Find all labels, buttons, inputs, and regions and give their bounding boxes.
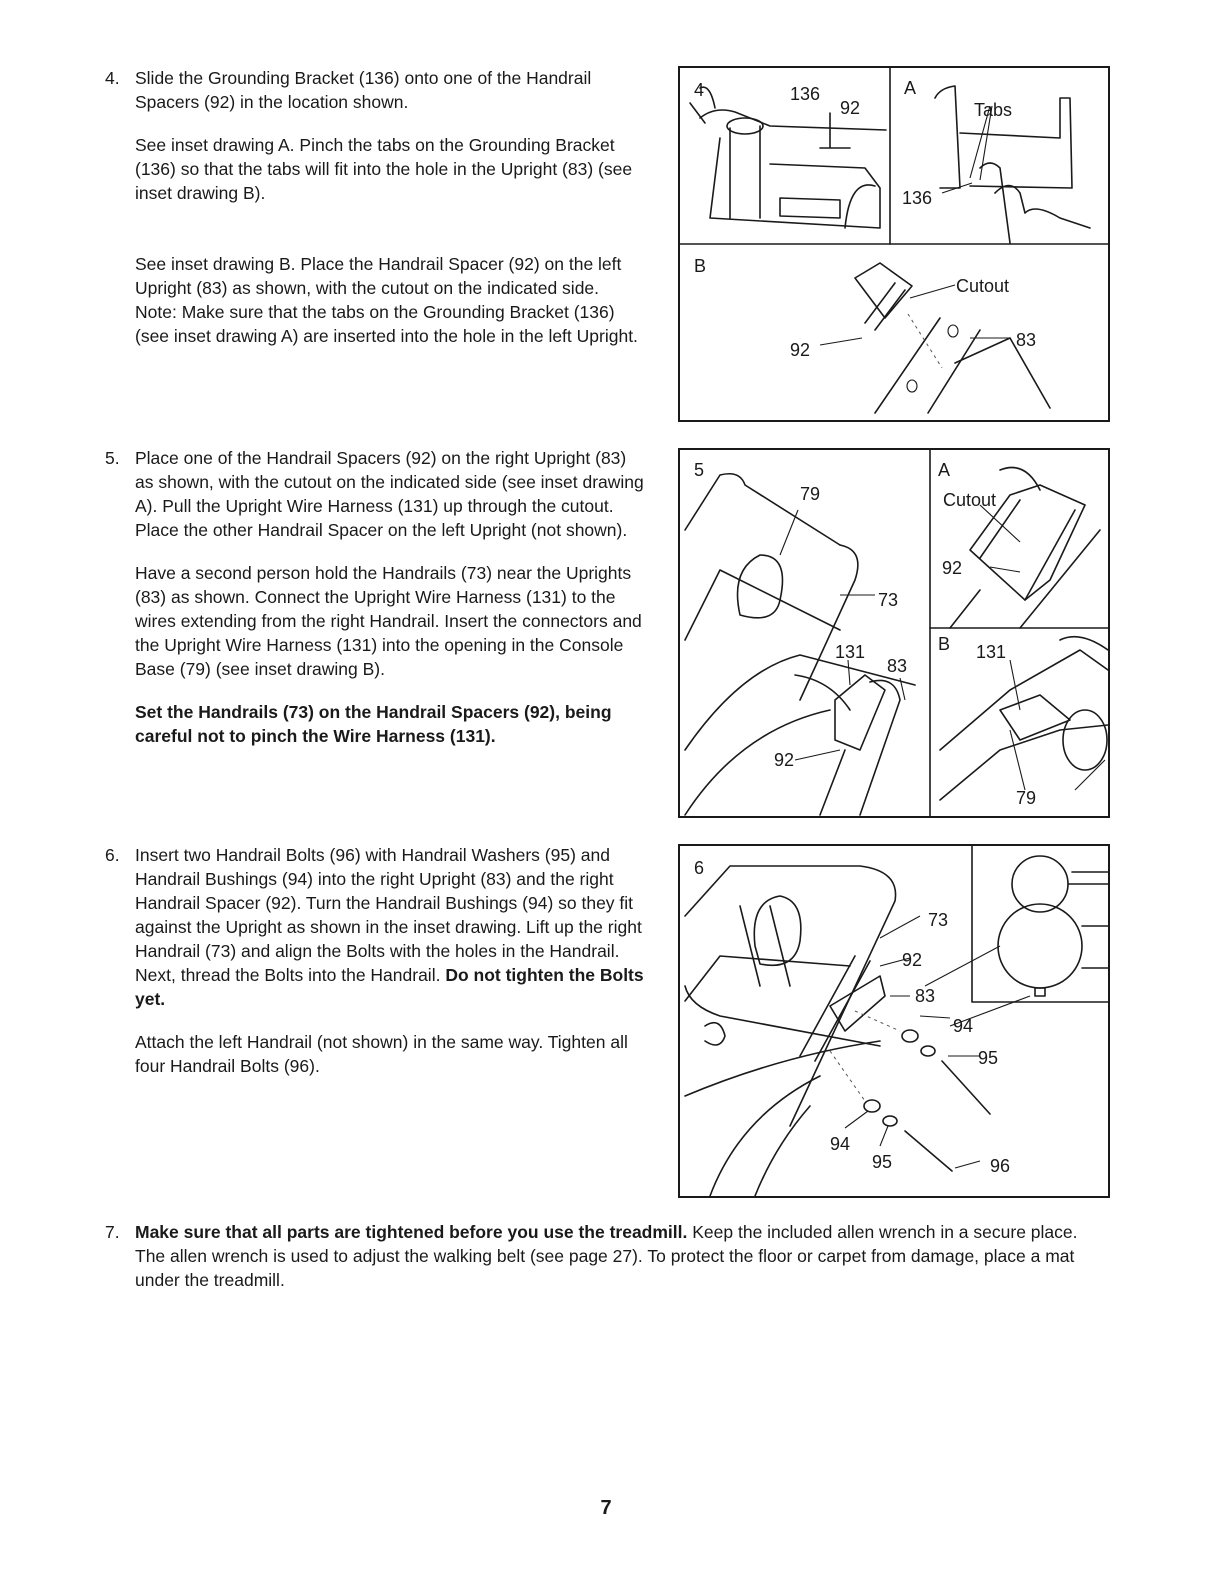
figure-label: 79 xyxy=(1016,788,1037,808)
step-text: Insert two Handrail Bolts (96) with Handrail Washers (95) and Handrail Bushings (94) into the right Upright (83) and the right Handrail Spacer (92). Turn the Handrail Bushings (94) so they fit against the Upright as shown in the inset drawing. Lift up the right Handrail (73) and align the Bolts with the holes in the Handrail. Next, thread the Bolts into the Handrail. xyxy=(135,845,642,985)
figure-label: 95 xyxy=(978,1048,999,1068)
figure-step-6 xyxy=(678,844,1110,1198)
step-6 xyxy=(105,843,645,1097)
figure-label: 73 xyxy=(928,910,949,930)
figure-label: Cutout xyxy=(956,276,1010,296)
figure-label: 131 xyxy=(976,642,1007,662)
figure-step-5 xyxy=(678,448,1110,818)
figure-label: 83 xyxy=(915,986,936,1006)
figure-label: 79 xyxy=(800,484,821,504)
figure-label: 94 xyxy=(830,1134,851,1154)
figure-label: 83 xyxy=(1016,330,1037,350)
figure-label: 4 xyxy=(694,80,705,100)
step-warning: Set the Handrails (73) on the Handrail Spacers (92), being careful not to pinch the Wire Harness (131). xyxy=(135,702,612,746)
figure-label: 92 xyxy=(942,558,963,578)
figure-label: 5 xyxy=(694,460,705,480)
figure-label: 92 xyxy=(902,950,923,970)
figure-label: 96 xyxy=(990,1156,1011,1176)
step-5 xyxy=(105,446,645,767)
step-text-bold: Do not tighten the Bolts yet. xyxy=(135,965,644,1009)
step-number: 5. xyxy=(105,448,120,468)
step-paragraph: Place one of the Handrail Spacers (92) on the right Upright (83) as shown, with the cutout on the indicated side (see inset drawing A). Pull the Upright Wire Harness (131) up through the cutout. Place the other Handrail Spacer on the left Upright (not shown). xyxy=(135,448,644,540)
step-text-bold: Make sure that all parts are tightened before you use the treadmill. xyxy=(135,1222,688,1242)
figure-label: 131 xyxy=(835,642,866,662)
figure-label: Tabs xyxy=(974,100,1013,120)
step-text: Keep the included allen wrench in a secure place. The allen wrench is used to adjust the walking belt (see page 27). To protect the floor or carpet from damage, place a mat under the treadmill. xyxy=(135,1222,1078,1290)
step-paragraph: Attach the left Handrail (not shown) in the same way. Tighten all four Handrail Bolts (96). xyxy=(135,1032,628,1076)
step-paragraph: Have a second person hold the Handrails (73) near the Uprights (83) as shown. Connect the Upright Wire Harness (131) to the wires extending from the right Handrail. Insert the connectors and the Upright Wire Harness (131) into the opening in the Console Base (79) (see inset drawing B). xyxy=(135,563,642,679)
step-number: 4. xyxy=(105,68,120,88)
figure-step-4 xyxy=(678,66,1110,422)
step-paragraph xyxy=(135,843,645,1011)
figure-label: 73 xyxy=(878,590,899,610)
figure-label: 92 xyxy=(790,340,811,360)
figure-label: 92 xyxy=(840,98,861,118)
figure-5-drawing xyxy=(680,450,1108,816)
step-paragraph: Slide the Grounding Bracket (136) onto one of the Handrail Spacers (92) in the location shown. xyxy=(135,68,592,112)
figure-label: 95 xyxy=(872,1152,893,1172)
figure-label: B xyxy=(694,256,707,276)
step-number: 7. xyxy=(105,1222,120,1242)
figure-label: 94 xyxy=(953,1016,974,1036)
figure-label: 136 xyxy=(902,188,933,208)
step-number: 6. xyxy=(105,845,120,865)
figure-6-drawing xyxy=(680,846,1108,1196)
step-paragraph: See inset drawing B. Place the Handrail Spacer (92) on the left Upright (83) as shown, with the cutout on the indicated side. Note: Make sure that the tabs on the Grounding Bracket (136) (see inset drawing A) are inserted into the hole in the left Upright. xyxy=(135,254,638,346)
figure-label: 6 xyxy=(694,858,705,878)
step-paragraph: See inset drawing A. Pinch the tabs on the Grounding Bracket (136) so that the tabs will fit into the hole in the Upright (83) (see inset drawing B). xyxy=(135,135,633,203)
figure-label: 136 xyxy=(790,84,821,104)
page-number: 7 xyxy=(600,1497,612,1519)
figure-label: 92 xyxy=(774,750,795,770)
figure-4-drawing xyxy=(680,68,1108,420)
figure-label: Cutout xyxy=(943,490,997,510)
figure-label: A xyxy=(938,460,951,480)
step-7 xyxy=(105,1220,1105,1292)
figure-label: A xyxy=(904,78,917,98)
figure-label: B xyxy=(938,634,951,654)
step-4 xyxy=(105,66,645,367)
figure-label: 83 xyxy=(887,656,908,676)
